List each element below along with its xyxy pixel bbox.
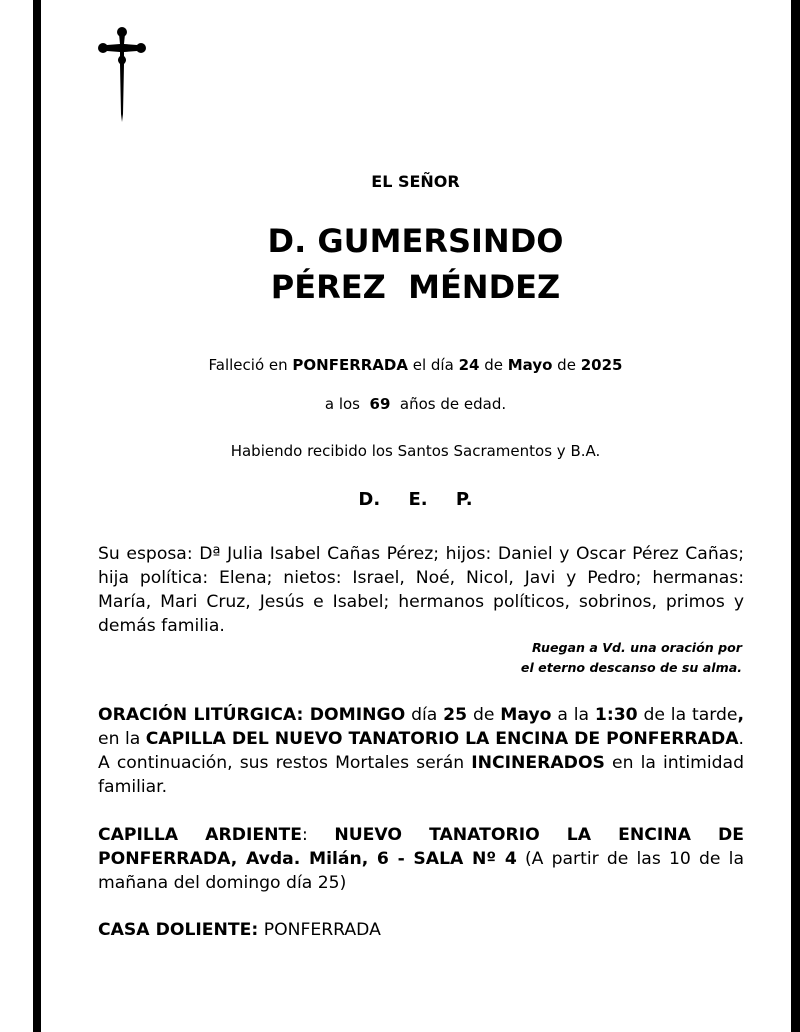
liturgy-location: CAPILLA DEL NUEVO TANATORIO LA ENCINA DE PONFERRADA xyxy=(145,729,739,749)
chapel-hours: (A partir de las 10 de la mañana del domingo día 25) xyxy=(98,849,744,893)
title-el-senor: EL SEÑOR xyxy=(371,172,460,191)
chapel-label: CAPILLA ARDIENTE xyxy=(98,825,302,845)
prayer-line-1: Ruegan a Vd. una oración por xyxy=(531,640,742,655)
death-info xyxy=(40,356,791,374)
text: de xyxy=(467,705,501,725)
text: a la xyxy=(551,705,595,725)
liturgy-time: 1:30 xyxy=(594,705,638,725)
death-month: Mayo xyxy=(507,356,553,374)
prayer-line-2: el eterno descanso de su alma. xyxy=(520,660,742,675)
text: de xyxy=(552,356,581,374)
death-place: PONFERRADA xyxy=(292,356,408,374)
deceased-name xyxy=(40,218,791,310)
text: día xyxy=(405,705,444,725)
text: años de edad. xyxy=(390,395,507,413)
prayer-request xyxy=(420,638,742,678)
house-label: CASA DOLIENTE: xyxy=(98,920,259,940)
text: a los xyxy=(324,395,370,413)
chapel-paragraph xyxy=(98,823,744,895)
death-day: 24 xyxy=(458,356,480,374)
text: de xyxy=(479,356,508,374)
liturgy-label: ORACIÓN LITÚRGICA: DOMINGO xyxy=(98,705,406,725)
text: el día xyxy=(407,356,459,374)
right-border xyxy=(791,0,800,1032)
house-value: PONFERRADA xyxy=(258,920,381,940)
incinerados: INCINERADOS xyxy=(471,753,605,773)
age-value: 69 xyxy=(369,395,391,413)
text: , xyxy=(737,705,745,725)
left-border xyxy=(33,0,41,1032)
text: : xyxy=(301,825,335,845)
name-line-1: D. GUMERSINDO xyxy=(267,222,564,260)
liturgy-paragraph xyxy=(98,703,744,799)
house-paragraph xyxy=(98,918,744,942)
liturgy-day: 25 xyxy=(443,705,468,725)
text: en la xyxy=(98,729,146,749)
text: en la intimidad familiar. xyxy=(98,753,744,797)
chapel-location: NUEVO TANATORIO LA ENCINA DE PONFERRADA, Avda. Milán, 6 - SALA Nº 4 xyxy=(98,825,744,869)
dagger-cross-icon xyxy=(97,26,147,122)
text: de la tarde xyxy=(637,705,738,725)
death-year: 2025 xyxy=(580,356,623,374)
text: . A continuación, sus restos Mortales serán xyxy=(98,729,745,773)
text: Falleció en xyxy=(208,356,293,374)
sacraments-line: Habiendo recibido los Santos Sacramentos y B.A. xyxy=(230,442,601,460)
dep-abbreviation: D. E. P. xyxy=(358,489,473,510)
age-info xyxy=(40,395,791,413)
liturgy-month: Mayo xyxy=(500,705,552,725)
name-line-2: PÉREZ MÉNDEZ xyxy=(270,268,561,306)
family-paragraph: Su esposa: Dª Julia Isabel Cañas Pérez; hijos: Daniel y Oscar Pérez Cañas; hija política: Elena; nietos: Israel, Noé, Nicol, Javi y Pedro; hermanas: María, Mari Cruz, Jesús e Isabel; hermanos políticos, sobrinos, primos y demás familia. xyxy=(98,544,744,636)
